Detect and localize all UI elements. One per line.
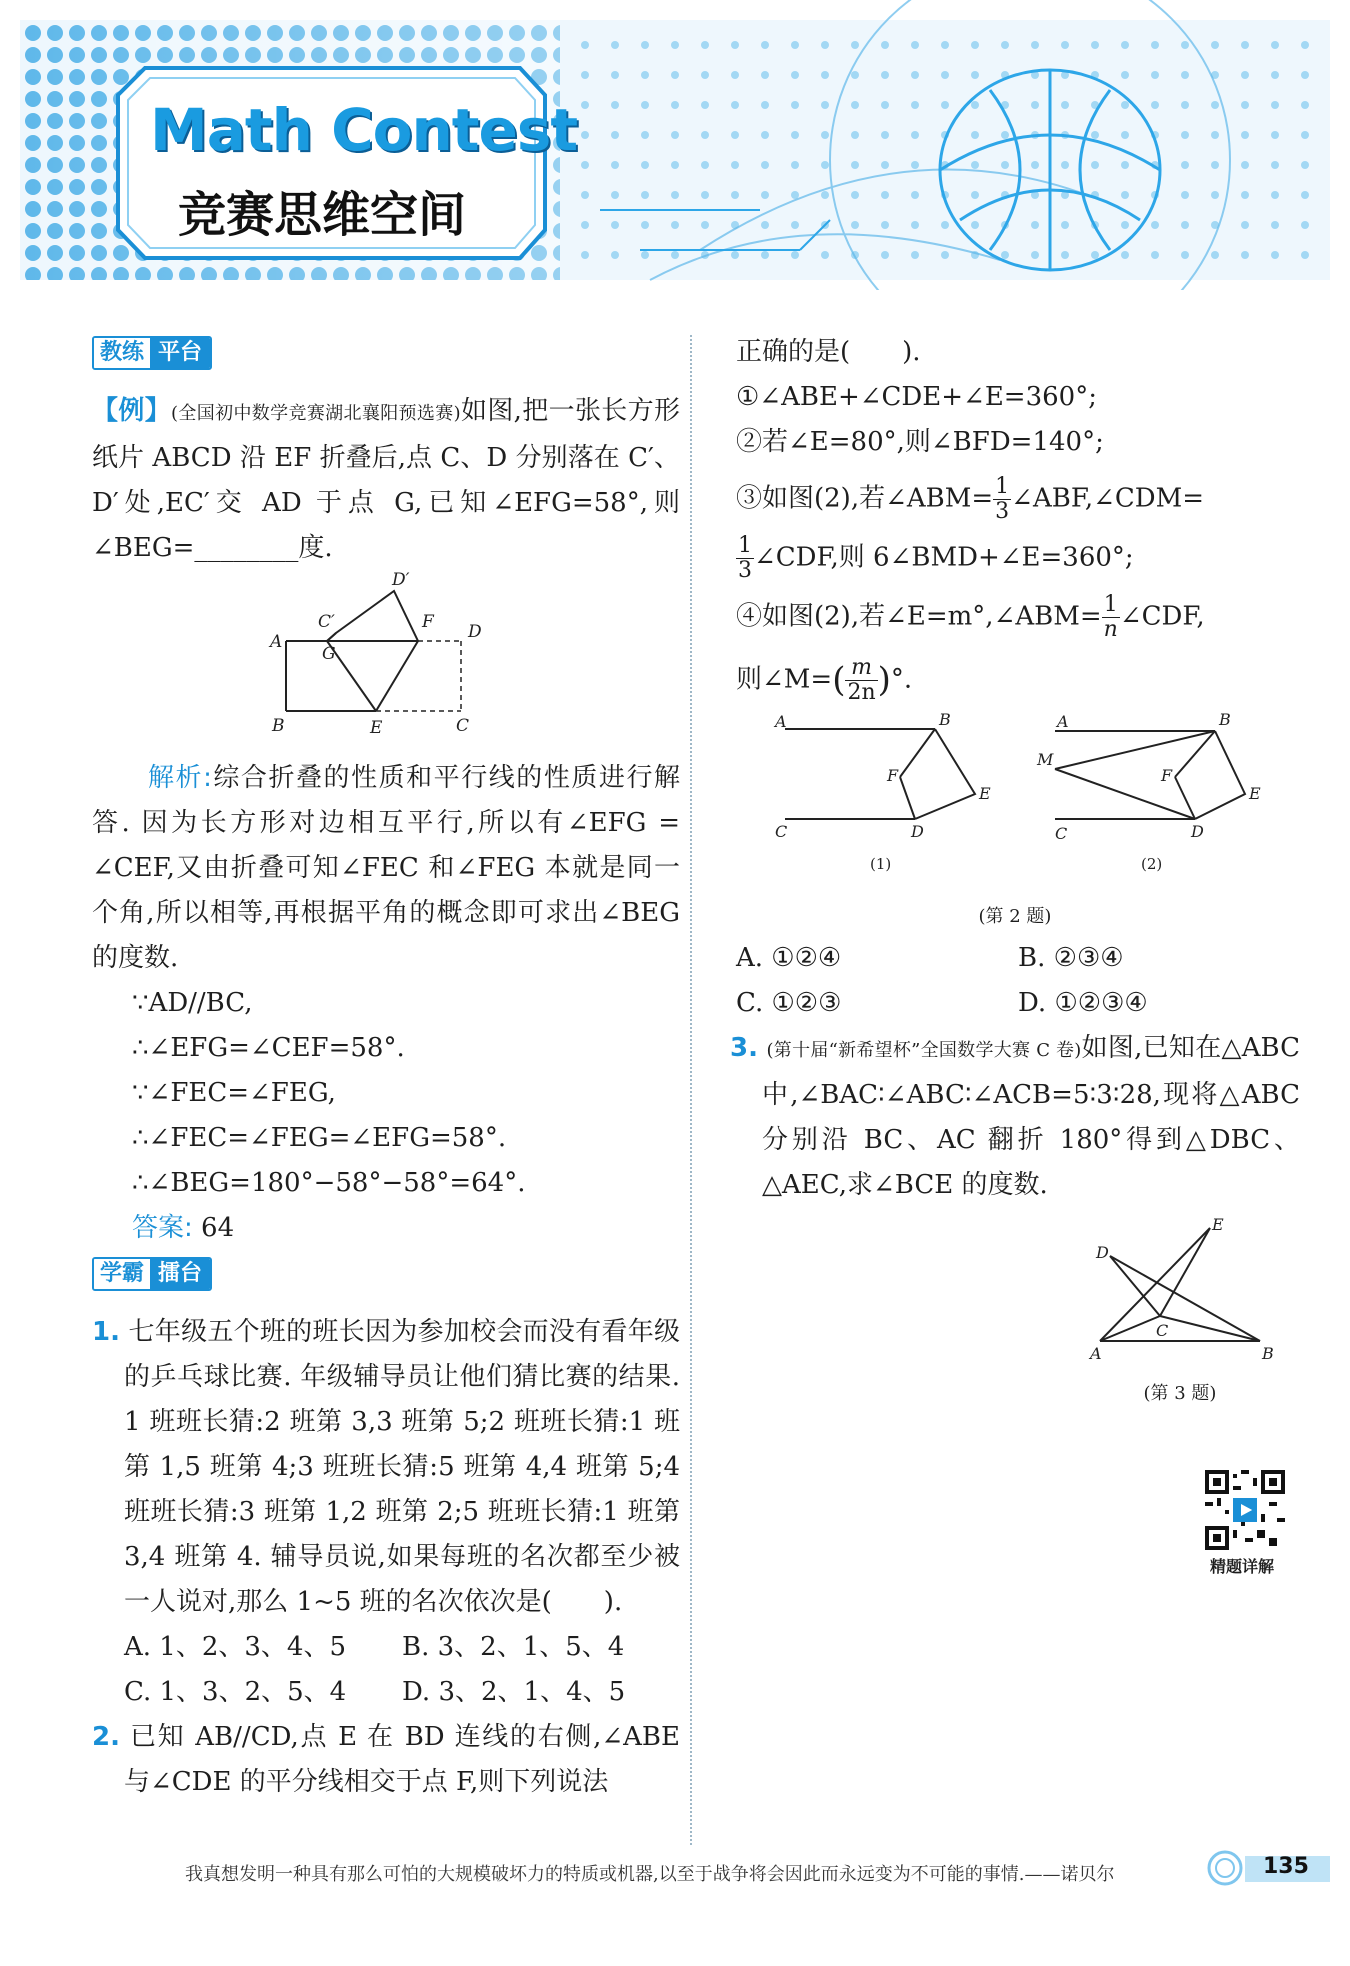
paren-left: (: [832, 660, 846, 700]
footer-quote: 我真想发明一种具有那么可怕的大规模破坏力的特质或机器,以至于战争将会因此而永远变为不可能的事情.——诺贝尔: [185, 1864, 1115, 1885]
right-column: [730, 330, 1300, 1407]
example-label: 【例】: [92, 396, 172, 426]
question-text: 如图,已知在△ABC 中,∠BAC∶∠ABC∶∠ACB=5∶3∶28,现将△ABC 分别沿 BC、AC 翻折 180°得到△DBC、△AEC,求∠BCE 的度数.: [762, 1033, 1300, 1200]
section-tag-coach: [92, 336, 212, 370]
fig2-label-e: E: [1249, 784, 1261, 803]
option-b: B. 3、2、1、5、4: [402, 1632, 625, 1662]
fig2-label-f: F: [1161, 766, 1173, 785]
question-1-options: [92, 1625, 680, 1715]
question-2-options: [730, 936, 1300, 1026]
fig2-caption: (2): [1141, 855, 1163, 873]
triangle-fold-diagram: [1080, 1216, 1280, 1366]
paren-right: ): [877, 660, 891, 700]
fig2-label-a: A: [1057, 712, 1069, 731]
statement-4-part-b: ∠CDF,: [1119, 601, 1205, 632]
statement-3: [736, 475, 1300, 524]
denominator: n: [1103, 617, 1118, 642]
option-d: D. ①②③④: [1018, 988, 1148, 1018]
fig3-label-e: E: [1212, 1216, 1224, 1234]
step-2: ∴∠EFG=∠CEF=58°.: [132, 1033, 405, 1063]
figure-3-caption: (第 3 题): [1143, 1383, 1217, 1404]
question-text: 七年级五个班的班长因为参加校会而没有看年级的乒乓球比赛. 年级辅导员让他们猜比赛的结果. 1 班班长猜:2 班第 3,3 班第 5;2 班班长猜:1 班第 1,5 班第 4;3 班班长猜:5 班第 4,4 班第 5;4 班班长猜:3 班第 1,2 班第 2;5 班班长猜:1 班第 3,4 班第 4. 辅导员说,如果每班的名次都至少被一人说对,那么 1~5 班的名次依次是( ).: [124, 1317, 680, 1617]
statement-4: [736, 593, 1300, 642]
page-number: [1205, 1848, 1330, 1888]
question-2-continued: [730, 330, 1300, 705]
fig3-label-a: A: [1090, 1344, 1102, 1363]
question-3: [730, 1026, 1300, 1208]
tag-part-b: 擂台: [150, 1259, 210, 1289]
label-e: E: [370, 718, 383, 738]
step-1: ∵AD//BC,: [132, 988, 253, 1018]
fraction-m-over-2n: [845, 656, 877, 705]
banner-title-cn: 竞赛思维空间: [178, 187, 467, 243]
label-f: F: [422, 612, 434, 632]
numerator: 1: [995, 474, 1010, 499]
section-tag-challenge: [92, 1257, 212, 1291]
qr-code-icon: [1205, 1470, 1285, 1550]
numerator: m: [845, 656, 877, 681]
page-number-text: 135: [1263, 1854, 1309, 1879]
fig2-label-m: M: [1037, 750, 1054, 769]
tag-part-a: 教练: [94, 338, 150, 368]
answer-label: 答案:: [132, 1213, 193, 1243]
fig1-caption: (1): [870, 855, 892, 873]
statement-3-part-b: ∠ABF,∠CDM=: [1011, 483, 1205, 514]
example-text: 如图,把一张长方形纸片 ABCD 沿 EF 折叠后,点 C、D 分别落在 C′、D′处,EC′交 AD 于点 G,已知∠EFG=58°,则∠BEG=________度.: [92, 396, 680, 563]
question-number: 1.: [92, 1317, 120, 1347]
label-a: A: [270, 632, 283, 652]
statement-4-part-d: °.: [890, 664, 913, 695]
fraction-one-third: [736, 534, 754, 583]
label-b: B: [272, 716, 285, 736]
fraction-one-third: [993, 475, 1011, 524]
fig2-label-c: C: [1055, 824, 1068, 843]
analysis-steps: [92, 981, 680, 1251]
folded-rectangle-diagram: [256, 571, 516, 741]
statement-3-line-2: [736, 534, 1300, 583]
statement-2: ②若∠E=80°,则∠BFD=140°;: [736, 427, 1104, 457]
question-2-figures: [730, 709, 1300, 930]
example-problem: [92, 389, 680, 571]
option-d: D. 3、2、1、4、5: [402, 1677, 626, 1707]
question-source: (第十届“新希望杯”全国数学大赛 C 卷): [766, 1040, 1082, 1061]
analysis-text: 综合折叠的性质和平行线的性质进行解答. 因为长方形对边相互平行,所以有∠EFG = ∠CEF,又由折叠可知∠FEC 和∠FEG 本就是同一个角,所以相等,再根据平角的概念即可求出∠BEG 的度数.: [92, 763, 680, 973]
statement-4-part-c: 则∠M=: [736, 664, 833, 695]
fig3-label-b: B: [1262, 1344, 1274, 1363]
fig1-label-f: F: [887, 766, 899, 785]
question-number: 2.: [92, 1722, 120, 1752]
statement-3-part-a: ③如图(2),若∠ABM=: [736, 483, 994, 514]
label-c-prime: C′: [318, 612, 335, 632]
question-2: [92, 1715, 680, 1805]
statement-4-part-a: ④如图(2),若∠E=m°,∠ABM=: [736, 601, 1102, 632]
qr-code[interactable]: [1205, 1470, 1285, 1577]
question-1: [92, 1310, 680, 1625]
left-column: [92, 330, 680, 1805]
label-d-prime: D′: [392, 571, 410, 590]
fig1-label-b: B: [939, 710, 951, 729]
tag-part-a: 学霸: [94, 1259, 150, 1289]
step-5: ∴∠BEG=180°−58°−58°=64°.: [132, 1168, 526, 1198]
numerator: 1: [738, 533, 752, 558]
figure-caption: (第 2 题): [978, 906, 1052, 927]
fig1-label-e: E: [979, 784, 991, 803]
step-4: ∴∠FEC=∠FEG=∠EFG=58°.: [132, 1123, 507, 1153]
q2-prompt-end: 正确的是( ).: [736, 337, 921, 367]
fig1-label-c: C: [775, 822, 788, 841]
banner-title-en: Math Contest: [150, 96, 578, 164]
statement-4-line-2: [736, 656, 1300, 705]
statement-1: ①∠ABE+∠CDE+∠E=360°;: [736, 382, 1097, 412]
option-c: C. 1、3、2、5、4: [124, 1677, 347, 1707]
denominator: 2n: [847, 680, 876, 705]
example-source: (全国初中数学竞赛湖北襄阳预选赛): [171, 403, 461, 424]
denominator: 3: [995, 499, 1010, 524]
column-divider: [690, 335, 692, 1845]
analysis: [92, 756, 680, 981]
question-3-figure: [1080, 1216, 1280, 1407]
fig2-label-b: B: [1219, 710, 1231, 729]
fraction-one-over-n: [1102, 593, 1120, 642]
numerator: 1: [1102, 593, 1120, 618]
fig2-label-d: D: [1191, 822, 1204, 841]
analysis-label: 解析:: [148, 763, 212, 793]
fig3-label-d: D: [1096, 1243, 1109, 1262]
answer-value: 64: [201, 1213, 235, 1243]
tag-part-b: 平台: [150, 338, 210, 368]
fig1-label-d: D: [911, 822, 924, 841]
parallel-lines-diagrams: [745, 709, 1285, 889]
fig3-label-c: C: [1156, 1321, 1169, 1340]
option-a: A. 1、2、3、4、5: [124, 1632, 347, 1662]
example-figure: [92, 571, 680, 756]
question-text: 已知 AB//CD,点 E 在 BD 连线的右侧,∠ABE 与∠CDE 的平分线相交于点 F,则下列说法: [124, 1722, 680, 1797]
label-d: D: [468, 622, 482, 642]
option-c: C. ①②③: [736, 988, 842, 1018]
header-banner: [0, 0, 1350, 290]
option-a: A. ①②④: [736, 943, 842, 973]
option-b: B. ②③④: [1018, 943, 1124, 973]
qr-label: 精题详解: [1209, 1557, 1274, 1576]
fig1-label-a: A: [775, 712, 787, 731]
statement-3-part-c: ∠CDF,则 6∠BMD+∠E=360°;: [754, 542, 1134, 573]
denominator: 3: [738, 558, 752, 583]
label-g: G: [322, 644, 336, 664]
answer-line: [132, 1206, 680, 1251]
step-3: ∵∠FEC=∠FEG,: [132, 1078, 336, 1108]
label-c: C: [456, 716, 470, 736]
question-number: 3.: [730, 1033, 758, 1063]
